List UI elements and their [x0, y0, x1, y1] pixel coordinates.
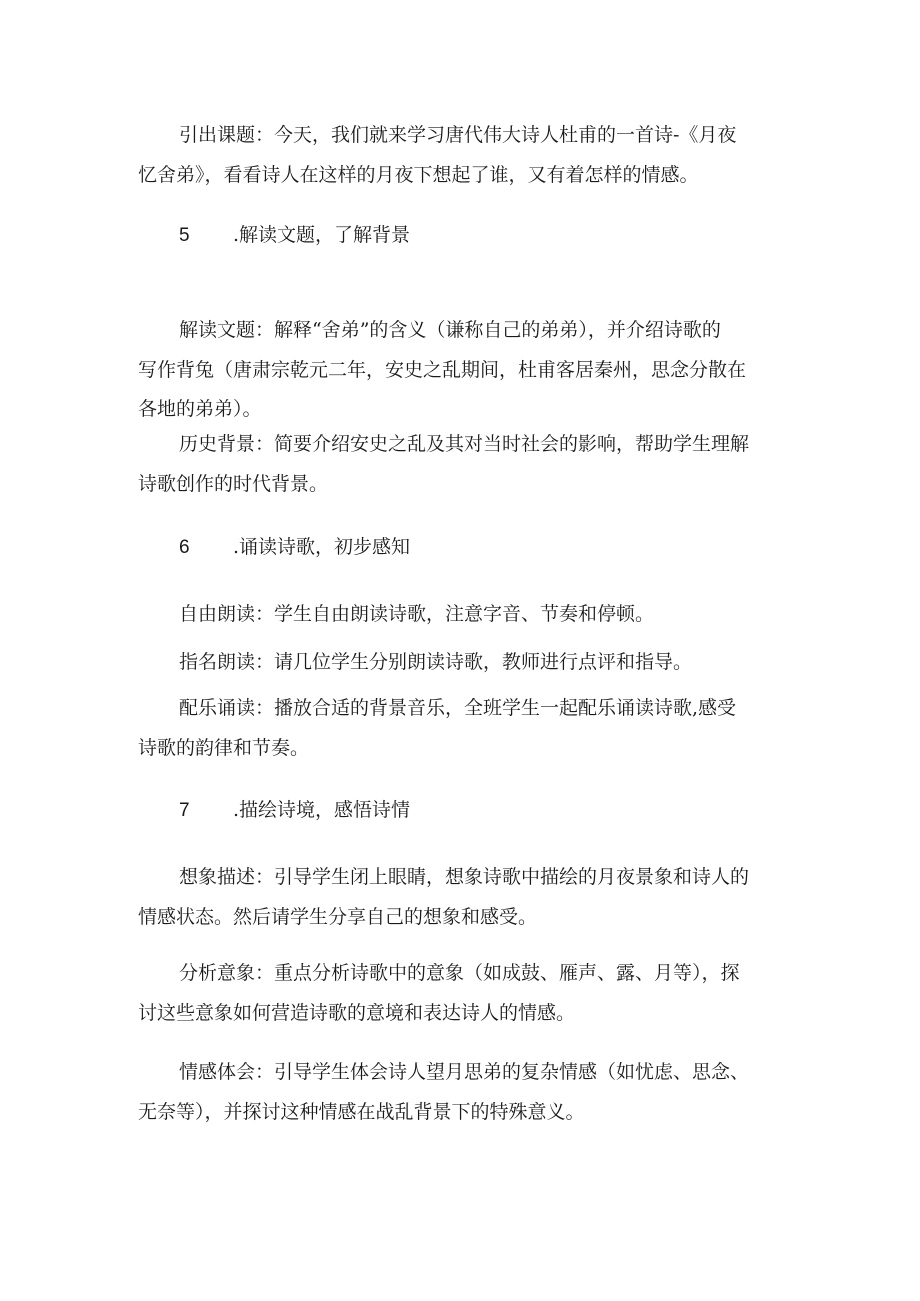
- paragraph-line: 讨这些意象如何营造诗歌的意境和表达诗人的情感。: [138, 1001, 576, 1024]
- paragraph-line: 诗歌的韵律和节奏。: [138, 736, 310, 759]
- paragraph-line: 情感状态。然后请学生分享自己的想象和感受。: [138, 905, 538, 928]
- paragraph-line: 配乐诵读：播放合适的背景音乐，全班学生一起配乐诵读诗歌,感受: [179, 697, 737, 719]
- paragraph-line: 分析意象：重点分析诗歌中的意象（如成鼓、雁声、露、月等），探: [179, 962, 740, 984]
- paragraph-line: 诗歌创作的时代背景。: [138, 472, 329, 495]
- paragraph-music-recitation: [138, 689, 788, 768]
- section-heading-7: [179, 795, 410, 826]
- heading-text: .描绘诗境，感悟诗情: [233, 799, 411, 821]
- heading-number: 5: [179, 225, 190, 246]
- heading-number: 7: [179, 800, 190, 821]
- paragraph-line: 情感体会：引导学生体会诗人望月思弟的复杂情感（如忧虑、思念、: [179, 1061, 750, 1083]
- paragraph-interpret-title: [138, 311, 788, 430]
- paragraph-line: 自由朗读：学生自由朗读诗歌，注意字音、节奏和停顿。: [179, 603, 655, 625]
- paragraph-line: 写作背兔（唐肃宗乾元二年，安史之乱期间，杜甫客居秦州，思念分散在: [138, 358, 747, 381]
- paragraph-line: 解读文题：解释“舍弟”的含义（谦称自己的弟弟），并介绍诗歌的: [179, 319, 721, 341]
- paragraph-imagination: [138, 858, 788, 937]
- paragraph-named-reading: [138, 643, 788, 683]
- paragraph-historical-background: [138, 425, 788, 504]
- paragraph-line: 指名朗读：请几位学生分别朗读诗歌，教师进行点评和指导。: [179, 651, 693, 673]
- paragraph-free-reading: [138, 595, 788, 635]
- heading-number: 6: [179, 537, 190, 558]
- paragraph-line: 想象描述：引导学生闭上眼睛，想象诗歌中描绘的月夜景象和诗人的: [179, 866, 750, 888]
- section-heading-5: [179, 220, 410, 251]
- paragraph-line: 忆舍弟》，看看诗人在这样的月夜下想起了谁，又有着怎样的情感。: [138, 163, 699, 186]
- paragraph-line: 引出课题：今天，我们就来学习唐代伟大诗人杜甫的一首诗-《月夜: [179, 124, 737, 146]
- heading-text: .诵读诗歌，初步感知: [233, 536, 411, 558]
- heading-text: .解读文题，了解背景: [233, 224, 411, 246]
- paragraph-introduce-topic: [138, 116, 788, 195]
- paragraph-line: 各地的弟弟）。: [138, 398, 262, 420]
- paragraph-imagery-analysis: [138, 954, 788, 1033]
- paragraph-line: 无奈等），并探讨这种情感在战乱背景下的特殊意义。: [138, 1100, 585, 1123]
- paragraph-emotion-experience: [138, 1053, 788, 1132]
- section-heading-6: [179, 532, 410, 563]
- paragraph-line: 历史背景：简要介绍安史之乱及其对当时社会的影响，帮助学生理解: [179, 433, 750, 455]
